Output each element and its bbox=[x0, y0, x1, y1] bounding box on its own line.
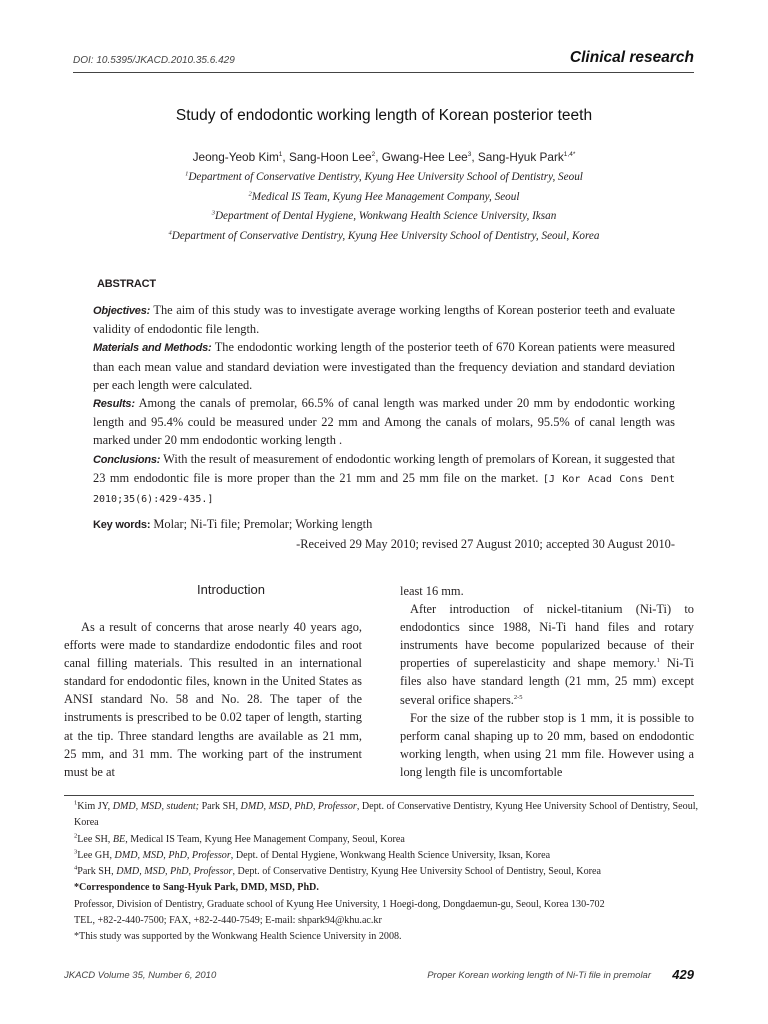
footnote-degree: BE bbox=[112, 833, 126, 845]
doi: DOI: 10.5395/JKACD.2010.35.6.429 bbox=[73, 55, 235, 66]
footnote-mark: 4 bbox=[74, 864, 78, 872]
footnote-text: , Dept. of Dental Hygiene, Wonkwang Health Science University, Iksan, Korea bbox=[230, 849, 551, 861]
author-name: , Gwang-Hee Lee bbox=[375, 150, 468, 164]
footnote-degree: DMD, MSD, PhD, Professor bbox=[114, 849, 231, 861]
affil-text: Department of Conservative Dentistry, Kyung Hee University School of Dentistry, Seoul, Korea bbox=[171, 229, 600, 242]
affil-mark: 1 bbox=[185, 170, 189, 178]
abstract-objectives bbox=[93, 301, 675, 338]
footnote-text: , Dept. of Conservative Dentistry, Kyung Hee University School of Dentistry, Seoul, Korea bbox=[232, 866, 601, 878]
affiliation bbox=[0, 207, 768, 227]
author-affil-mark: 1 bbox=[278, 151, 283, 159]
received-dates: -Received 29 May 2010; revised 27 August 2010; accepted 30 August 2010- bbox=[296, 537, 675, 551]
footnotes bbox=[74, 799, 700, 946]
introduction-heading: Introduction bbox=[197, 582, 265, 597]
affil-mark: 4 bbox=[168, 228, 172, 236]
footnote-name: Kim JY, bbox=[77, 801, 113, 812]
intro-text: After introduction of nickel-titanium (Ni-Ti) to endodontics since 1988, Ni-Ti hand files and rotary instruments have become popularized because of their properties of superelasticity and shape memory. bbox=[400, 602, 694, 671]
author-affil-mark: 3 bbox=[467, 151, 472, 159]
correspondence: *Correspondence to Sang-Hyuk Park, DMD, MSD, PhD. bbox=[74, 882, 319, 894]
reference-mark: 2-5 bbox=[513, 693, 523, 701]
footnote-text: , Medical IS Team, Kyung Hee Management Company, Seoul, Korea bbox=[125, 833, 405, 845]
citation: [J Kor Acad Cons Dent 2010;35(6):429-435.] bbox=[93, 473, 675, 506]
footnote-degree: DMD, MSD, student; bbox=[112, 801, 200, 812]
header-divider bbox=[73, 72, 694, 73]
footnote-text: , Dept. of Conservative Dentistry, Kyung Hee University School of Dentistry, Seoul, Korea bbox=[74, 801, 699, 829]
correspondence-address: Professor, Division of Dentistry, Graduate school of Kyung Hee University, 1 Hoegi-dong, Dongdaemun-gu, Seoul, Korea 130-702 bbox=[74, 898, 605, 910]
footnote-mark: 1 bbox=[74, 799, 78, 807]
footnote-name: Park SH, bbox=[199, 801, 241, 812]
methods-label: Materials and Methods: bbox=[93, 342, 212, 355]
objectives-label: Objectives: bbox=[93, 305, 151, 317]
objectives-text: The aim of this study was to investigate average working lengths of Korean posterior teeth and evaluate validity of endodontic file length. bbox=[93, 303, 675, 337]
conclusions-text: With the result of measurement of endodontic working length of premolars of Korean, it suggested that 23 mm endodontic file is more proper than the 21 mm and 25 mm file on the market. bbox=[93, 451, 675, 485]
intro-paragraph-left: As a result of concerns that arose nearly 40 years ago, efforts were made to standardize endodontic files and root canal filling materials. This resulted in an international standard for endodontic files, known in the United States as ANSI standard No. 58 and No. 28. The taper of the instruments is prescribed to be 0.02 taper of length, starting at the tip. Three standard lengths are available as 21 mm, 25 mm, and 31 mm. The working part of the instrument must be at bbox=[64, 620, 362, 779]
running-title: Proper Korean working length of Ni-Ti file in premolar bbox=[427, 970, 651, 981]
author-affil-mark: 1,4* bbox=[563, 151, 576, 159]
section-label: Clinical research bbox=[569, 49, 694, 66]
journal-info: JKACD Volume 35, Number 6, 2010 bbox=[64, 970, 217, 981]
funding-note: *This study was supported by the Wonkwang Health Science University in 2008. bbox=[74, 931, 402, 943]
abstract-results bbox=[93, 394, 675, 450]
intro-paragraph: least 16 mm. bbox=[400, 584, 464, 598]
author-affil-mark: 2 bbox=[371, 151, 376, 159]
page-number: 429 bbox=[672, 967, 694, 982]
footnote-name: Park SH, bbox=[77, 866, 117, 878]
author-list bbox=[0, 150, 768, 164]
abstract-heading: ABSTRACT bbox=[97, 278, 156, 290]
correspondence-contact: TEL, +82-2-440-7500; FAX, +82-2-440-7549; E-mail: shpark94@khu.ac.kr bbox=[74, 915, 382, 927]
author-name: , Sang-Hoon Lee bbox=[282, 150, 372, 164]
affiliation bbox=[0, 227, 768, 247]
footnote-mark: 3 bbox=[74, 848, 78, 856]
affiliations bbox=[0, 168, 768, 246]
keywords bbox=[93, 517, 372, 532]
footnote-name: Lee GH, bbox=[77, 849, 115, 861]
abstract-methods bbox=[93, 338, 675, 394]
footnote bbox=[74, 799, 700, 832]
article-title: Study of endodontic working length of Korean posterior teeth bbox=[175, 107, 593, 124]
affil-mark: 2 bbox=[248, 189, 252, 197]
footnote bbox=[74, 864, 700, 880]
footnote bbox=[74, 848, 700, 864]
footnote-divider bbox=[64, 795, 694, 796]
footnote bbox=[74, 832, 700, 848]
keywords-text: Molar; Ni-Ti file; Premolar; Working length bbox=[150, 517, 373, 531]
affiliation bbox=[0, 168, 768, 188]
results-text: Among the canals of premolar, 66.5% of canal length was marked under 20 mm by endodontic working length and 95.4% could be measured under 22 mm and Among the canals of molars, 95.5% of canal length was marked under 20 mm endodontic working length . bbox=[93, 396, 675, 448]
reference-mark: 1 bbox=[656, 657, 660, 665]
intro-text: Ni-Ti files also have standard length (21 mm, 25 mm) except several orifice shapers. bbox=[400, 656, 694, 707]
abstract-conclusions bbox=[93, 450, 675, 510]
author-name: , Sang-Hyuk Park bbox=[471, 150, 564, 164]
intro-paragraph bbox=[400, 600, 694, 709]
footnote-degree: DMD, MSD, PhD, Professor bbox=[116, 866, 233, 878]
intro-paragraph: For the size of the rubber stop is 1 mm, it is possible to perform canal shaping up to 20 mm, based on endodontic working length, when using 21 mm file. However using a long length file is uncomfortable bbox=[400, 710, 694, 779]
footnote-mark: 2 bbox=[74, 832, 78, 840]
results-label: Results: bbox=[93, 398, 135, 411]
intro-column-right bbox=[400, 582, 694, 781]
methods-text: The endodontic working length of the posterior teeth of 670 Korean patients were measured than each mean value and standard deviation were investigated than the frequency deviation and standard deviation per each length were calculated. bbox=[93, 340, 675, 392]
affil-text: Department of Dental Hygiene, Wonkwang Health Science University, Iksan bbox=[214, 210, 557, 222]
conclusions-label: Conclusions: bbox=[93, 453, 161, 466]
affil-text: Medical IS Team, Kyung Hee Management Company, Seoul bbox=[251, 190, 520, 203]
affil-mark: 3 bbox=[211, 209, 215, 217]
abstract-body bbox=[93, 301, 675, 509]
footnote-degree: DMD, MSD, PhD, Professor bbox=[240, 801, 357, 812]
affiliation bbox=[0, 188, 768, 208]
author-name: Jeong-Yeob Kim bbox=[192, 150, 279, 164]
affil-text: Department of Conservative Dentistry, Kyung Hee University School of Dentistry, Seoul bbox=[188, 171, 583, 183]
keywords-label: Key words: bbox=[93, 519, 151, 531]
footnote-name: Lee SH, bbox=[77, 833, 113, 845]
